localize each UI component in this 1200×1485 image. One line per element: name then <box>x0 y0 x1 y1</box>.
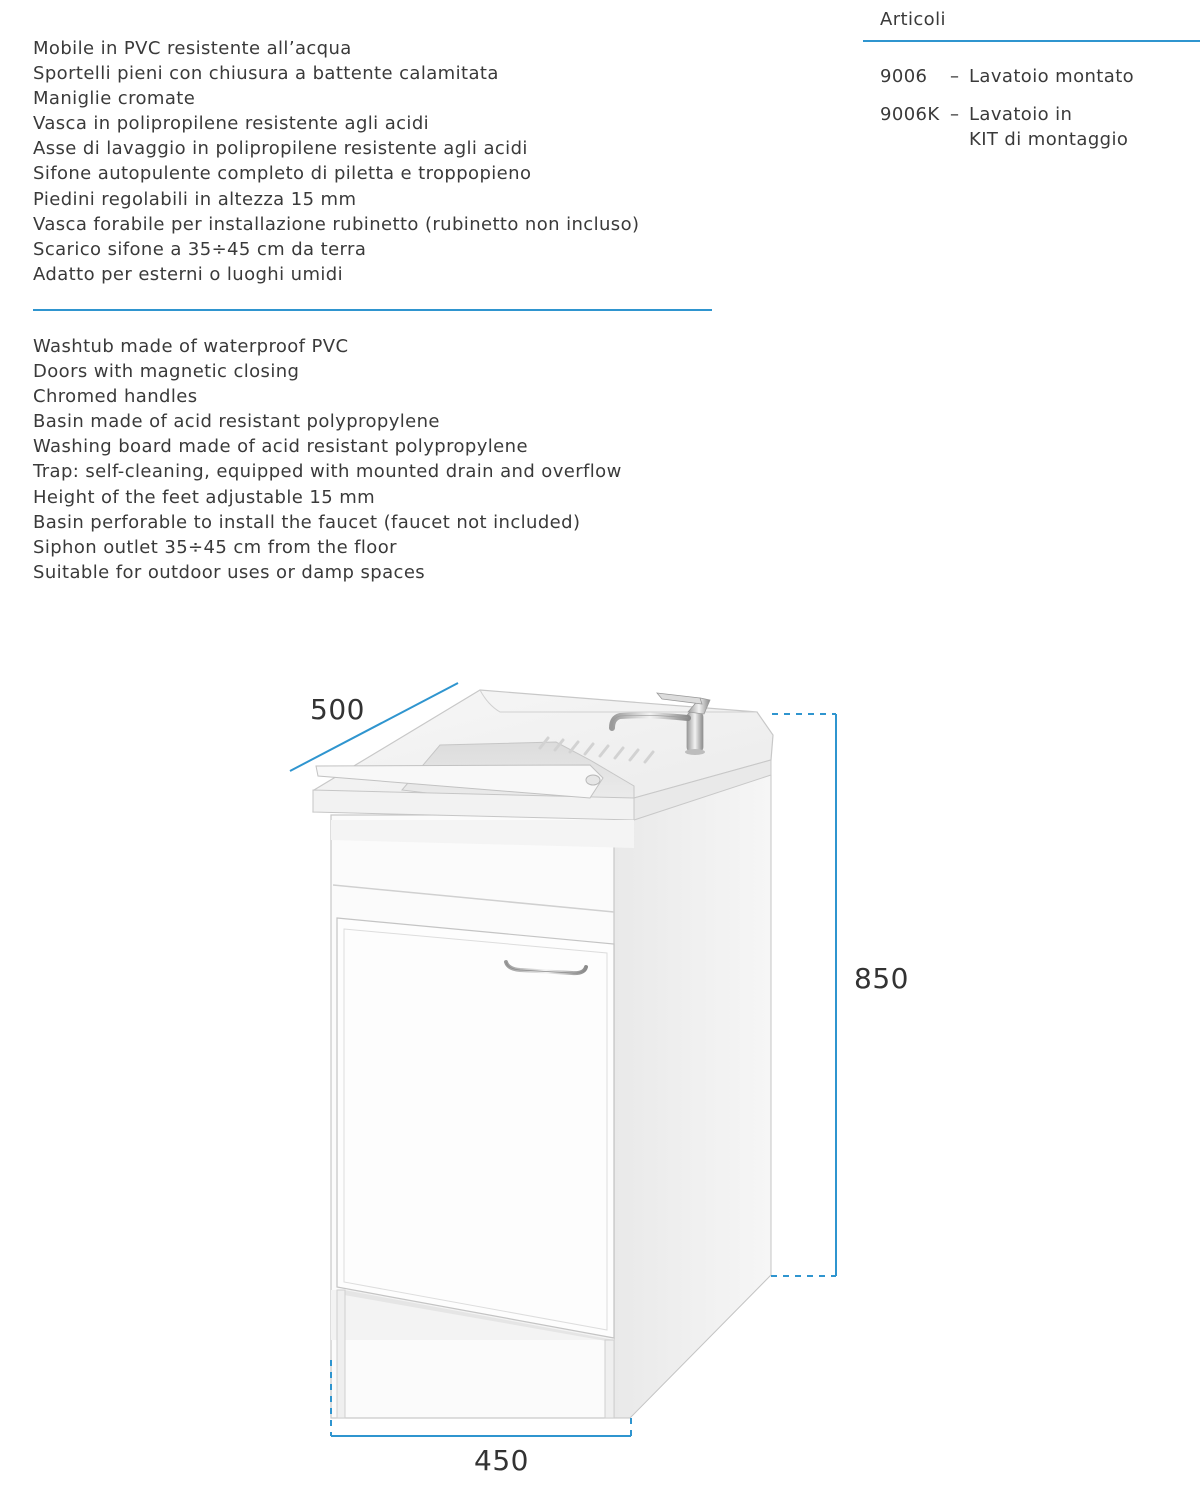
features-list-italian <box>33 36 639 287</box>
article-dash: – <box>950 104 960 125</box>
cabinet-door[interactable] <box>337 918 614 1338</box>
feature-item: Maniglie cromate <box>33 88 196 110</box>
feature-item: Siphon outlet 35÷45 cm from the floor <box>33 536 397 558</box>
feature-item: Doors with magnetic closing <box>33 361 300 383</box>
feature-item: Vasca forabile per installazione rubinetto (rubinetto non incluso) <box>33 213 640 235</box>
feature-item: Basin made of acid resistant polypropylene <box>33 411 440 433</box>
height-dimension-label: 850 <box>854 962 909 995</box>
feature-item: Height of the feet adjustable 15 mm <box>33 486 376 508</box>
articles-divider <box>863 40 1200 42</box>
feature-item: Chromed handles <box>33 386 198 408</box>
feature-item: Sifone autopulente completo di piletta e troppopieno <box>33 163 532 185</box>
article-code: 9006K <box>880 104 940 125</box>
feature-item: Adatto per esterni o luoghi umidi <box>33 263 344 285</box>
depth-dimension-label: 500 <box>310 693 365 726</box>
feature-item: Washtub made of waterproof PVC <box>33 336 349 357</box>
article-description: Lavatoio in KIT di montaggio <box>969 104 1129 150</box>
features-list-english <box>33 334 622 585</box>
feature-item: Vasca in polipropilene resistente agli acidi <box>33 113 430 135</box>
width-dimension-label: 450 <box>474 1444 529 1477</box>
washtub-cabinet-drawing <box>0 600 1200 1485</box>
section-divider <box>33 309 712 311</box>
feature-item: Suitable for outdoor uses or damp spaces <box>33 561 426 583</box>
article-description: Lavatoio montato <box>969 66 1135 87</box>
feature-item: Sportelli pieni con chiusura a battente calamitata <box>33 63 499 85</box>
feature-item: Washing board made of acid resistant polypropylene <box>33 436 528 458</box>
articles-title: Articoli <box>880 9 946 30</box>
feature-item: Scarico sifone a 35÷45 cm da terra <box>33 238 367 260</box>
cabinet-side-panel <box>614 735 771 1418</box>
article-dash: – <box>950 66 960 87</box>
feature-item: Basin perforable to install the faucet (faucet not included) <box>33 511 581 533</box>
feature-item: Piedini regolabili in altezza 15 mm <box>33 188 357 210</box>
feature-item: Trap: self-cleaning, equipped with mounted drain and overflow <box>33 461 622 483</box>
article-code: 9006 <box>880 66 928 87</box>
feature-item: Asse di lavaggio in polipropilene resistente agli acidi <box>33 138 528 160</box>
feature-item: Mobile in PVC resistente all’acqua <box>33 38 352 59</box>
